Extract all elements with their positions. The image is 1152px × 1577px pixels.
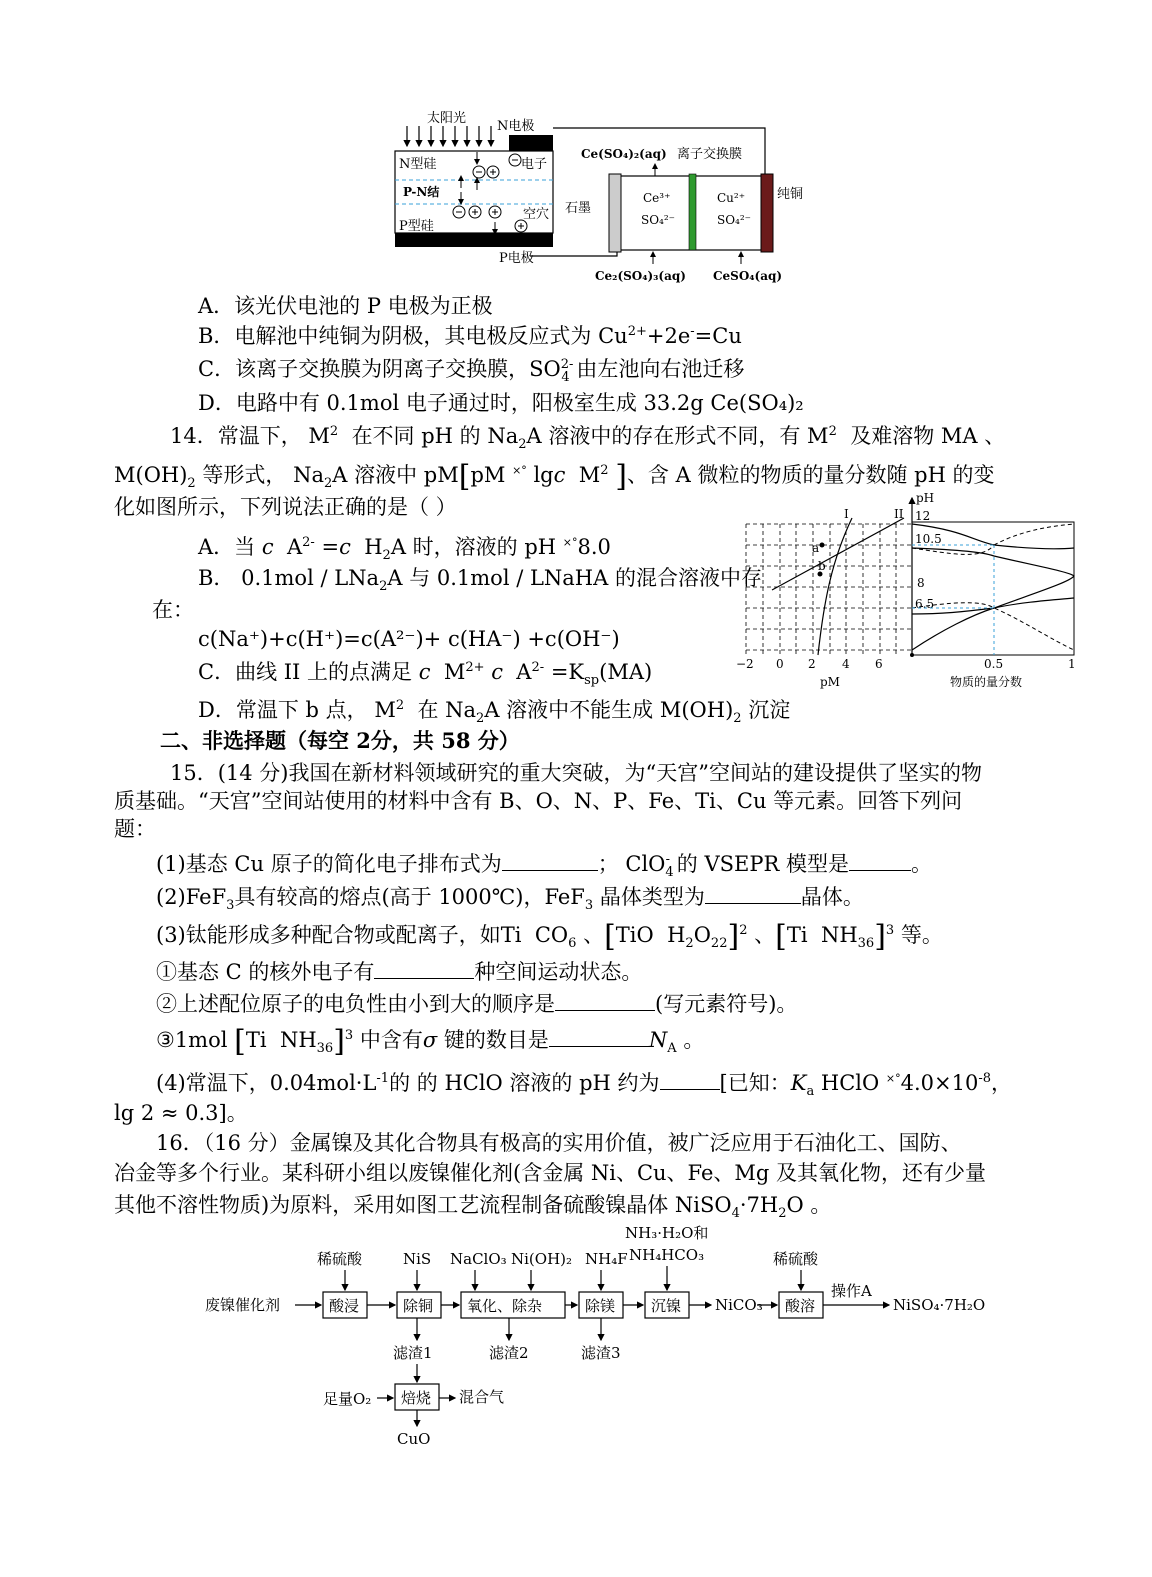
q14-option-b-cont: 在： bbox=[152, 598, 194, 622]
ph-tick-10-5: 10.5 bbox=[915, 532, 942, 546]
membrane-label: 离子交换膜 bbox=[677, 147, 743, 162]
reagent-nh4hco3: NH₄HCO₃ bbox=[629, 1246, 705, 1264]
copper-label: 纯铜 bbox=[777, 187, 804, 202]
residue-2: 滤渣2 bbox=[489, 1344, 529, 1362]
q13-option-d: D．电路中有 0.1mol 电子通过时，阳极室生成 33.2g Ce(SO₄)₂ bbox=[198, 391, 804, 415]
section-2-title: 二、非选择题（每空 2分，共 58 分） bbox=[160, 728, 520, 753]
graphite-label: 石墨 bbox=[565, 201, 592, 216]
flow-start: 废镍催化剂 bbox=[205, 1296, 281, 1314]
reagent-h2so4-1: 稀硫酸 bbox=[317, 1250, 363, 1268]
a2-curve bbox=[912, 598, 1074, 650]
point-b: b bbox=[818, 559, 826, 573]
curve-i bbox=[818, 518, 852, 655]
dashed-curve-2 bbox=[912, 603, 1074, 650]
flow-cuo: CuO bbox=[397, 1430, 431, 1448]
electron-label: 电子 bbox=[521, 157, 548, 172]
reagent-nh4f: NH₄F bbox=[585, 1250, 628, 1268]
flow-nico3: NiCO₃ bbox=[715, 1296, 763, 1314]
sunlight-label: 太阳光 bbox=[427, 111, 467, 126]
box-label-4: 沉镍 bbox=[651, 1297, 682, 1315]
xlabel-right: 物质的量分数 bbox=[950, 675, 1023, 689]
solar-electrolysis-figure bbox=[385, 108, 805, 288]
ylabel: pH bbox=[916, 491, 935, 505]
q14-stem-1: 14．常温下， $M^2$ 在不同 pH 的 $Na_2A$ 溶液中的存在形式不同，有 $M^2$ 及难溶物 MA 、 bbox=[170, 424, 1006, 453]
pm-grid bbox=[746, 524, 912, 655]
box-label-1: 除铜 bbox=[403, 1297, 434, 1315]
q15-sub-4: (4)常温下，$0.04mol\cdot L^{-1}$的 的 HClO 溶液的 pH 约为 [已知：$K_a$ HClO $^{\times^\circ}4.0\times 10^{-8}$， bbox=[156, 1071, 1012, 1100]
q14-graph bbox=[732, 490, 1082, 690]
xlabel-left: pM bbox=[820, 675, 840, 689]
reagent-nis: NiS bbox=[403, 1250, 432, 1268]
q15-stem-1: 15．(14 分)我国在新材料领域研究的重大突破，为“天宫”空间站的建设提供了坚实的物 bbox=[170, 761, 982, 785]
ha-curve bbox=[912, 548, 1074, 614]
n-electrode-label: N电极 bbox=[497, 119, 535, 134]
flow-op: 操作A bbox=[831, 1282, 872, 1300]
curve-ii bbox=[772, 518, 904, 590]
q15-sub-4-cont: lg 2 ≈ 0.3]。 bbox=[114, 1101, 248, 1125]
pm-tick-4: 4 bbox=[842, 657, 850, 671]
box-label-6: 焙烧 bbox=[401, 1389, 432, 1407]
pm-tick-0: 0 bbox=[776, 657, 784, 671]
sunlight-arrows bbox=[407, 126, 491, 146]
box-label-3: 除镁 bbox=[585, 1297, 616, 1315]
pm-tick-2: 2 bbox=[808, 657, 816, 671]
ph-tick-6-5: 6.5 bbox=[915, 597, 935, 611]
q15-sub-3-1: ①基态 C 的核外电子有 种空间运动状态。 bbox=[156, 960, 643, 984]
right-sulfate: SO₄²⁻ bbox=[717, 213, 752, 227]
p-electrode-label: P电极 bbox=[499, 251, 534, 266]
q15-sub-3-3: ③1mol [Ti $NH_{36}]^3$ 中含有σ 键的数目是 $N_A$ 。 bbox=[156, 1024, 705, 1059]
copper-electrode bbox=[761, 174, 773, 252]
q16-stem-1: 16．（16 分）金属镍及其化合物具有极高的实用价值，被广泛应用于石油化工、国防、 bbox=[156, 1131, 962, 1155]
box-label-2: 氧化、除杂 bbox=[467, 1297, 543, 1315]
ph-tick-8: 8 bbox=[917, 576, 925, 590]
reagent-nh3: NH₃·H₂O和 bbox=[625, 1224, 709, 1242]
q14-stem-2: $M(OH)_2$ 等形式， $Na_2A$ 溶液中 pM[pM ×° lgc $M^2$ ]、含 A 微粒的物质的量分数随 pH 的变 bbox=[114, 459, 995, 494]
ion-membrane bbox=[689, 174, 696, 250]
q14-option-d: D．常温下 b 点， $M^2$ 在 $Na_2A$ 溶液中不能生成 $M(OH)_2$ 沉淀 bbox=[198, 698, 791, 727]
q14-option-b-eq: c(Na⁺)+c(H⁺)=c(A²⁻)+ c(HA⁻) +c(OH⁻) bbox=[198, 627, 620, 651]
left-sulfate: SO₄²⁻ bbox=[641, 213, 676, 227]
ph-tick-12: 12 bbox=[915, 509, 931, 523]
bottom-in-right-label: CeSO₄(aq) bbox=[713, 269, 783, 283]
q14-stem-3: 化如图所示，下列说法正确的是（ ） bbox=[114, 495, 457, 519]
q16-stem-3: 其他不溶性物质)为原料，采用如图工艺流程制备硫酸镍晶体 $NiSO_4\cdot 7H_2O$ 。 bbox=[114, 1193, 832, 1222]
q14-option-b: B． 0.1mol / LNa$_2$A 与 0.1mol / LNaHA 的混合溶液中存 bbox=[198, 566, 762, 595]
hole-label: 空穴 bbox=[523, 207, 550, 222]
bottom-in-left-label: Ce₂(SO₄)₃(aq) bbox=[595, 269, 686, 283]
curve-ii-label: II bbox=[894, 507, 904, 521]
flow-o2: 足量O₂ bbox=[323, 1390, 372, 1408]
q13-option-a: A．该光伏电池的 P 电极为正极 bbox=[198, 294, 493, 318]
flow-product: NiSO₄·7H₂O bbox=[893, 1296, 986, 1314]
q13-option-c: C．该离子交换膜为阴离子交换膜，$SO^{2-}_4$ 由左池向右池迁移 bbox=[198, 357, 745, 386]
box-label-0: 酸浸 bbox=[329, 1297, 360, 1315]
pn-junction-label: P-N结 bbox=[403, 185, 440, 199]
box-label-5: 酸溶 bbox=[785, 1297, 816, 1315]
q14-option-a: A．当 c $A^{2-} =c$ $H_2A$ 时，溶液的 pH ×°8.0 bbox=[198, 535, 611, 564]
q14-option-c: C．曲线 II 上的点满足 c $M^{2+}$ c $A^{2-} =K_{sp}(MA)$ bbox=[198, 660, 653, 689]
flow-gas: 混合气 bbox=[459, 1388, 505, 1406]
q15-sub-1: (1)基态 Cu 原子的简化电子排布式为 ； ClO$_4$- 的 VSEPR 模型是 。 bbox=[156, 852, 932, 881]
q15-sub-3-2: ②上述配位原子的电负性由小到大的顺序是 (写元素符号)。 bbox=[156, 992, 798, 1016]
n-electrode bbox=[509, 135, 553, 151]
pm-tick-neg2: −2 bbox=[736, 657, 754, 671]
left-ion: Ce³⁺ bbox=[643, 191, 671, 205]
q15-stem-3: 题： bbox=[114, 817, 156, 841]
q15-sub-3: (3)钛能形成多种配合物或配离子，如Ti $CO_6$ 、[TiO $H_2O_{22}]^2$ 、[Ti $NH_{36}]^3$ 等。 bbox=[156, 919, 943, 954]
q16-stem-2: 冶金等多个行业。某科研小组以废镍催化剂(含金属 Ni、Cu、Fe、Mg 及其氧化物，还有少量 bbox=[114, 1161, 987, 1185]
curve-i-label: I bbox=[844, 507, 849, 521]
graphite-electrode bbox=[609, 174, 621, 252]
q15-stem-2: 质基础。“天宫”空间站使用的材料中含有 B、O、N、P、Fe、Ti、Cu 等元素。回答下列问 bbox=[114, 789, 963, 813]
top-out-label: Ce(SO₄)₂(aq) bbox=[581, 147, 667, 161]
right-ion: Cu²⁺ bbox=[717, 191, 746, 205]
point-a: a bbox=[812, 541, 820, 555]
q13-option-b: B．电解池中纯铜为阴极，其电极反应式为 $Cu^{2+}+2e^-=Cu$ bbox=[198, 324, 742, 348]
p-si-label: P型硅 bbox=[399, 219, 434, 234]
residue-3: 滤渣3 bbox=[581, 1344, 621, 1362]
frac-tick-05: 0.5 bbox=[984, 657, 1004, 671]
n-si-label: N型硅 bbox=[399, 157, 437, 172]
pm-tick-6: 6 bbox=[875, 657, 883, 671]
q15-sub-2: (2)FeF$_3$具有较高的熔点(高于 1000℃)，FeF$_3$ 晶体类型为 晶体。 bbox=[156, 885, 864, 914]
reagent-nioh2: Ni(OH)₂ bbox=[511, 1250, 573, 1268]
reagent-naclo3: NaClO₃ bbox=[450, 1250, 507, 1268]
process-flowchart bbox=[205, 1222, 1005, 1452]
frac-tick-1: 1 bbox=[1068, 657, 1076, 671]
reagent-h2so4-2: 稀硫酸 bbox=[773, 1250, 819, 1268]
p-electrode bbox=[395, 233, 553, 247]
residue-1: 滤渣1 bbox=[393, 1344, 433, 1362]
